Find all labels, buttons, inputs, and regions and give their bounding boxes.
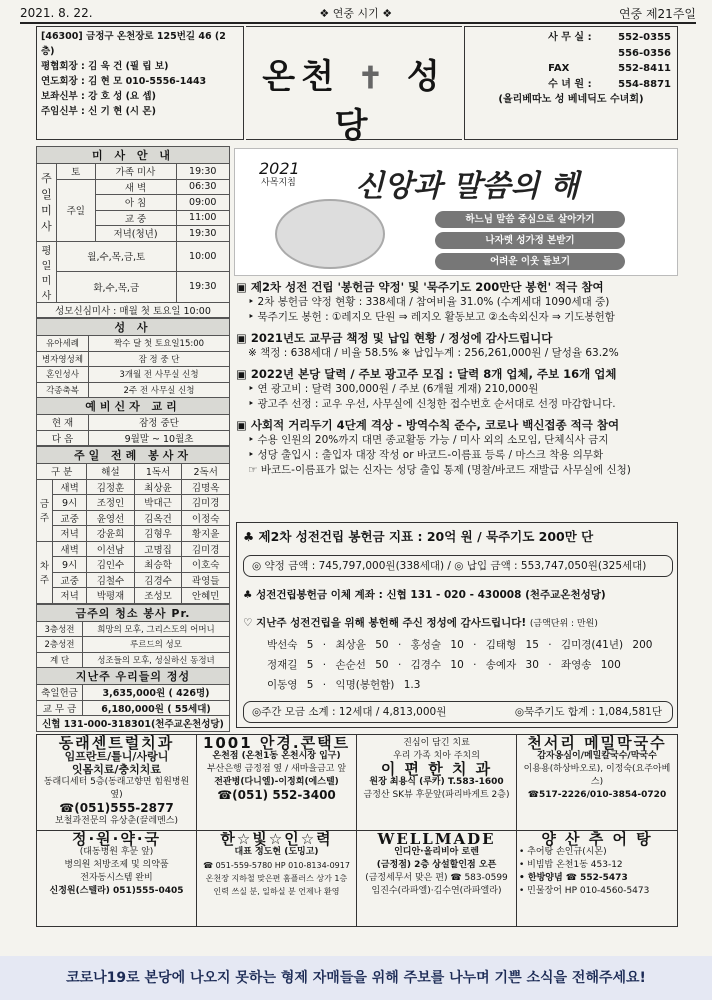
mass-day: 주일	[57, 179, 96, 241]
server-cell: 이선남	[87, 541, 135, 557]
building-fund-box	[236, 522, 678, 728]
fax-number: 552-8411	[618, 63, 671, 74]
offering-account: 신협 131-000-318301(천주교온천성당)	[37, 716, 230, 732]
server-cell: 저녁	[53, 526, 87, 542]
news-headline: ▣ 2021년도 교무금 책정 및 납입 현황 / 정성에 감사드립니다	[236, 331, 553, 345]
donor: 좌영송	[560, 659, 592, 671]
servers-head: 해설	[87, 464, 135, 480]
fax-label: FAX	[548, 63, 570, 74]
sacrament-info: 3개월 전 사무실 신청	[89, 367, 230, 383]
ad-line: 부산은행 금정점 옆 / 새마을금고 앞	[206, 764, 347, 774]
mass-type: 아 침	[95, 195, 176, 211]
mass-type: 저녁(청년)	[95, 226, 176, 242]
news-line: ‣ 성당 출입시 : 출입자 대장 작성 or 바코드-이름표 등록 / 마스크 착용 의무화	[248, 449, 604, 461]
mass-type: 교 중	[95, 210, 176, 226]
thanks-text: ♡ 지난주 성전건립을 위해 봉헌해 주신 정성에 감사드립니다!	[243, 617, 527, 629]
sacrament-name: 혼인성사	[37, 367, 89, 383]
server-cell: 고명집	[134, 541, 182, 557]
weekday-days: 화,수,목,금	[57, 272, 177, 303]
ad-line: 원장 최용식 (루카) T.583-1600	[369, 777, 504, 787]
server-cell: 김정훈	[87, 479, 135, 495]
offering-value: 6,180,000원 ( 55세대)	[83, 700, 230, 716]
ad-phone: ☎(051) 552-3400	[217, 788, 336, 802]
ad-line: 동래디세터 5층(동래고향면 힘원병원옆)	[43, 777, 190, 800]
cleaning-group: 성조들의 모후, 성실하신 동정녀	[83, 652, 230, 668]
server-cell: 이정숙	[182, 510, 230, 526]
offering-label: 교 무 금	[37, 700, 83, 716]
council-president: 평협회장 : 김 욱 건 (필 립 보)	[41, 61, 169, 72]
server-cell: 새벽	[53, 541, 87, 557]
group-label: 차주	[37, 541, 53, 603]
mass-time: 19:30	[176, 226, 230, 242]
servers-head: 2독서	[182, 464, 230, 480]
news-line: ☞ 바코드-이름표가 없는 신자는 성당 출입 통제 (명찰/바코드 재발급 사무실에 신청)	[248, 464, 631, 476]
sacrament-name: 각종축복	[37, 382, 89, 398]
donor-amount: 100	[600, 659, 621, 671]
catechism-label: 다 음	[37, 430, 89, 446]
contact-box	[464, 26, 678, 140]
mass-schedule	[36, 146, 230, 732]
server-cell: 박평재	[87, 588, 135, 604]
top-bar	[20, 4, 696, 24]
mass-title: 미 사 안 내	[37, 147, 230, 164]
holy-hour-mass: 성모신심미사 : 매월 첫 토요일 10:00	[37, 302, 230, 318]
news-line: ‣ 수용 인원의 20%까지 대면 종교활동 가능 / 미사 외의 소모임, 단체식사 금지	[248, 434, 609, 446]
donor: 익명(봉헌함) 1.3	[335, 679, 421, 691]
issue-date: 2021. 8. 22.	[20, 6, 93, 20]
news-headline: ▣ 사회적 거리두기 4단계 격상 - 방역수칙 준수, 코로나 백신접종 적극 참여	[236, 418, 620, 432]
prayer-president: 연도회장 : 김 현 모 010-5556-1443	[41, 76, 207, 87]
weekday-time: 19:30	[176, 272, 230, 303]
banner-year: 2021	[259, 159, 300, 178]
ad-phone: (금정세무서 맞은 편) ☎ 583-0599	[365, 873, 508, 883]
ad-line: 금정산 SK뷰 후문앞(파리바게트 2층)	[363, 790, 510, 800]
mass-time: 06:30	[176, 179, 230, 195]
ad-title: 한☆빛☆인☆력	[220, 830, 333, 848]
ad-phone: • 민물장어 HP 010-4560-5473	[519, 886, 650, 896]
ad-title: 동래센트럴치과	[58, 734, 175, 752]
ad-line: 진심이 담긴 치료	[403, 738, 470, 748]
logo-name-2: 성당	[334, 57, 446, 146]
server-cell: 9시	[53, 557, 87, 573]
server-cell: 황지윤	[182, 526, 230, 542]
footer-message: 코로나19로 본당에 나오지 못하는 형제 자매들을 위해 주보를 나누며 기쁜 소식을 전해주세요!	[0, 956, 712, 1000]
ad-line: (대동병원 후문 앞)	[79, 847, 154, 857]
mass-type: 가족 미사	[95, 164, 176, 180]
sacrament-info: 2주 전 사무실 신청	[89, 382, 230, 398]
ad-line: 감자옹심이/메밀칼국수/막국수	[537, 751, 657, 761]
server-cell: 김명옥	[182, 479, 230, 495]
donor: 최상윤 50	[335, 639, 389, 651]
weekday-days: 월,수,목,금,토	[57, 241, 177, 272]
ad-line: 온천장 지하철 맞은편 홈플러스 상가 1층	[205, 874, 348, 883]
office-label: 사 무 실 :	[548, 32, 592, 43]
news-headline: ▣ 제2차 성전 건립 '봉헌금 약정' 및 '묵주기도 200만단 봉헌' 적극 참여	[236, 280, 604, 294]
servers-table	[36, 446, 230, 604]
news-line: ※ 책정 : 638세대 / 비율 58.5% ※ 납입누계 : 256,261,000원 / 달성율 63.2%	[248, 347, 619, 359]
building-account: ♣ 성전건립봉헌금 이체 계좌 : 신협 131 - 020 - 430008 (천주교온천성당)	[243, 589, 606, 601]
server-cell: 윤영선	[87, 510, 135, 526]
ad-line: • 비빔밥 온천1동 453-12	[519, 860, 623, 870]
donor-row-1: 박선숙 5 · 최상윤 50 · 홍성술 10 · 김태형 15 · 김미경(41년) 200	[267, 639, 653, 651]
mass-type: 새 벽	[95, 179, 176, 195]
weekday-mass-label: 평 일 미 사	[37, 241, 57, 302]
offering-value: 3,635,000원 ( 426명)	[83, 685, 230, 701]
server-cell: 조정인	[87, 495, 135, 511]
sacrament-name: 유아세례	[37, 336, 89, 352]
banner-pill: 나자렛 성가정 본받기	[435, 232, 625, 249]
cleaning-area: 계 단	[37, 652, 83, 668]
donor: 김태형 15	[485, 639, 539, 651]
donor-row-2: 정재길 5 · 손순선 50 · 김경수 10 · 송예자 30 · 좌영송 100	[267, 659, 621, 671]
server-cell: 김인수	[87, 557, 135, 573]
sacrament-title: 성 사	[37, 319, 230, 336]
donor: 송예자 30	[485, 659, 539, 671]
ad-title: 양 산 추 어 탕	[541, 830, 653, 848]
catechism-value: 9월말 ~ 10월초	[89, 430, 230, 446]
ad-line: • 추어탕 손인규(시몬)	[519, 847, 607, 857]
servers-head: 구 분	[37, 464, 87, 480]
ad-line: 병의원 처방조제 및 의약품	[64, 860, 169, 870]
liturgical-season: ❖ 연중 시기 ❖	[319, 7, 393, 20]
server-cell: 이호숙	[182, 557, 230, 573]
donor: 김경수 10	[410, 659, 464, 671]
ad-title: 천서리 메밀막국수	[527, 734, 667, 752]
rosary-total: ◎묵주기도 합계 : 1,084,581단	[514, 706, 662, 718]
cleaning-group: 희망의 모후, 그리스도의 어머니	[83, 621, 230, 637]
offering-title: 지난주 우리들의 정성	[37, 668, 230, 685]
ad-line: 인디안·올리비아 로렌	[394, 847, 479, 857]
news-headline: ▣ 2022년 본당 달력 / 주보 광고주 모집 : 달력 8개 업체, 주보 16개 업체	[236, 367, 617, 381]
cleaning-area: 2층성전	[37, 637, 83, 653]
ad-line: 이용용(하상바오로), 이정숙(요주아베스)	[523, 764, 671, 787]
cleaning-group: 루르드의 성모	[83, 637, 230, 653]
donor: 정재길 5	[267, 659, 314, 671]
donor-row-3: 이동영 5 · 익명(봉헌함) 1.3	[267, 679, 421, 691]
server-cell: 최승학	[134, 557, 182, 573]
server-cell: 교중	[53, 572, 87, 588]
pastor: 주임신부 : 신 기 현 (시 몬)	[41, 106, 156, 117]
ad-line: 잇몸치료/충치치료	[71, 763, 162, 776]
ad-line: 전관병(다니엘)-이정희(에스텔)	[214, 777, 339, 787]
convent-label: 수 녀 원 :	[548, 78, 592, 90]
server-cell: 교중	[53, 510, 87, 526]
logo-name-1: 온천	[262, 57, 340, 97]
sacrament-name: 병자영성체	[37, 351, 89, 367]
weekly-summary	[243, 701, 673, 723]
server-cell: 김미경	[182, 541, 230, 557]
liturgical-week: 연중 제21주일	[618, 6, 696, 21]
sunday-mass-label: 주일미사	[37, 164, 57, 242]
sacrament-info: 잠 정 중 단	[89, 351, 230, 367]
ad-title: 이 편 한 치 과	[380, 760, 493, 778]
ad-line: 임진수(라파엘)·김수연(라파엘라)	[371, 886, 502, 896]
ad-line: 우리 가족 치아 주치의	[393, 751, 480, 761]
convent-name: (올리베따노 성 베네딕도 수녀회)	[498, 94, 644, 105]
assistant-priest: 보좌신부 : 강 호 성 (요 셉)	[41, 91, 156, 102]
parish-logo	[246, 26, 462, 146]
weekly-total: ◎주간 모금 소계 : 12세대 / 4,813,000원	[252, 706, 447, 718]
ad-title: 정·원·약·국	[71, 830, 162, 848]
ad-line: 인력 쓰실 분, 일하실 분 언제나 환영	[213, 887, 340, 896]
donor: 홍성술 10	[410, 639, 464, 651]
news-line: ‣ 2차 봉헌금 약정 현황 : 338세대 / 참여비율 31.0% (수계세대 1090세대 중)	[248, 296, 610, 308]
donor: 이동영 5	[267, 679, 314, 691]
news-section	[236, 280, 676, 478]
ad-line: 온천점 (온천1동 온천시장 입구)	[212, 751, 341, 761]
banner-pill: 어려운 이웃 돌보기	[435, 253, 625, 270]
cleaning-area: 3층성전	[37, 621, 83, 637]
mass-day: 토	[57, 164, 96, 180]
ad-line: 보철과전문의 유상춘(끌레멘스)	[55, 816, 178, 826]
thanks-row	[243, 615, 673, 630]
ad-line: 전자동시스템 완비	[80, 873, 153, 883]
convent-phone: 554-8871	[618, 78, 671, 90]
catechism-title: 예비신자 교리	[37, 398, 230, 415]
server-cell: 김철수	[87, 572, 135, 588]
server-cell: 저녁	[53, 588, 87, 604]
pledge-status: ◎ 약정 금액 : 745,797,000원(338세대) / ◎ 납입 금액 : 553,747,050원(325세대)	[243, 555, 673, 577]
address: [46300] 금정구 온천장로 125번길 46 (2층)	[41, 31, 226, 57]
news-line: ‣ 연 광고비 : 달력 300,000원 / 주보 (6개월 게재) 210,000원	[248, 383, 539, 395]
donor: 김미경(41년) 200	[560, 639, 653, 651]
server-cell: 조성모	[134, 588, 182, 604]
ad-line: (금정점) 2층 상설할인점 오픈	[376, 860, 497, 870]
ad-phone: ☎517-2226/010-3854-0720	[527, 790, 667, 800]
cross-icon: ✝	[357, 61, 389, 96]
server-cell: 김옥건	[134, 510, 182, 526]
catechism-label: 현 재	[37, 415, 89, 431]
servers-title: 주일 전례 봉사자	[37, 447, 230, 464]
amount-unit: (금액단위 : 만원)	[529, 619, 598, 629]
server-cell: 김형우	[134, 526, 182, 542]
server-cell: 김경수	[134, 572, 182, 588]
donor: 박선숙 5	[267, 639, 314, 651]
servers-head: 1독서	[134, 464, 182, 480]
server-cell: 안혜민	[182, 588, 230, 604]
pastoral-banner	[234, 148, 678, 276]
banner-pill: 하느님 말씀 중심으로 살아가기	[435, 211, 625, 228]
banner-title: 신앙과 말씀의 해	[355, 169, 579, 204]
ad-title: 1001 안경.콘택트	[202, 734, 351, 752]
mass-time: 19:30	[176, 164, 230, 180]
offering-label: 축일헌금	[37, 685, 83, 701]
mass-time: 11:00	[176, 210, 230, 226]
ad-phone: ☎ 051-559-5780 HP 010-8134-0917	[203, 861, 350, 870]
server-cell: 9시	[53, 495, 87, 511]
building-title: ♣ 제2차 성전건립 봉헌금 지표 : 20억 원 / 묵주기도 200만 단	[243, 529, 594, 544]
group-label: 금주	[37, 479, 53, 541]
ad-phone: • 한방양념 ☎ 552-5473	[519, 873, 628, 883]
weekday-time: 10:00	[176, 241, 230, 272]
ad-phone: 신정원(스텔라) 051)555-0405	[49, 886, 184, 896]
donor: 손순선 50	[335, 659, 389, 671]
bible-illustration-icon	[275, 199, 385, 269]
news-line: ‣ 광고주 선정 : 교우 우선, 사무실에 신청한 접수번호 순서대로 선정 마감합니다.	[248, 398, 616, 410]
ad-title: WELLMADE	[377, 830, 496, 848]
office-phone-1: 552-0355	[618, 32, 671, 43]
server-cell: 새벽	[53, 479, 87, 495]
ads-section	[36, 734, 678, 927]
parish-info-box	[36, 26, 244, 140]
server-cell: 최상윤	[134, 479, 182, 495]
catechism-value: 잠정 중단	[89, 415, 230, 431]
cleaning-title: 금주의 청소 봉사 Pr.	[37, 604, 230, 621]
ad-line: 임프란트/틀니/사랑니	[64, 750, 169, 763]
server-cell: 곽영들	[182, 572, 230, 588]
office-phone-2: 556-0356	[618, 47, 671, 59]
news-line: ‣ 묵주기도 봉헌 : ①레지오 단원 ⇒ 레지오 활동보고 ②소속외신자 ⇒ 기도봉헌함	[248, 311, 615, 323]
server-cell: 강윤희	[87, 526, 135, 542]
ad-phone: ☎(051)555-2877	[59, 801, 174, 815]
sacrament-info: 짝수 달 첫 토요일15:00	[89, 336, 230, 352]
server-cell: 김미경	[182, 495, 230, 511]
banner-year-sub: 사목지침	[261, 178, 296, 188]
server-cell: 박대근	[134, 495, 182, 511]
mass-time: 09:00	[176, 195, 230, 211]
ad-line: 대표 정도현 (도밍고)	[234, 847, 319, 857]
